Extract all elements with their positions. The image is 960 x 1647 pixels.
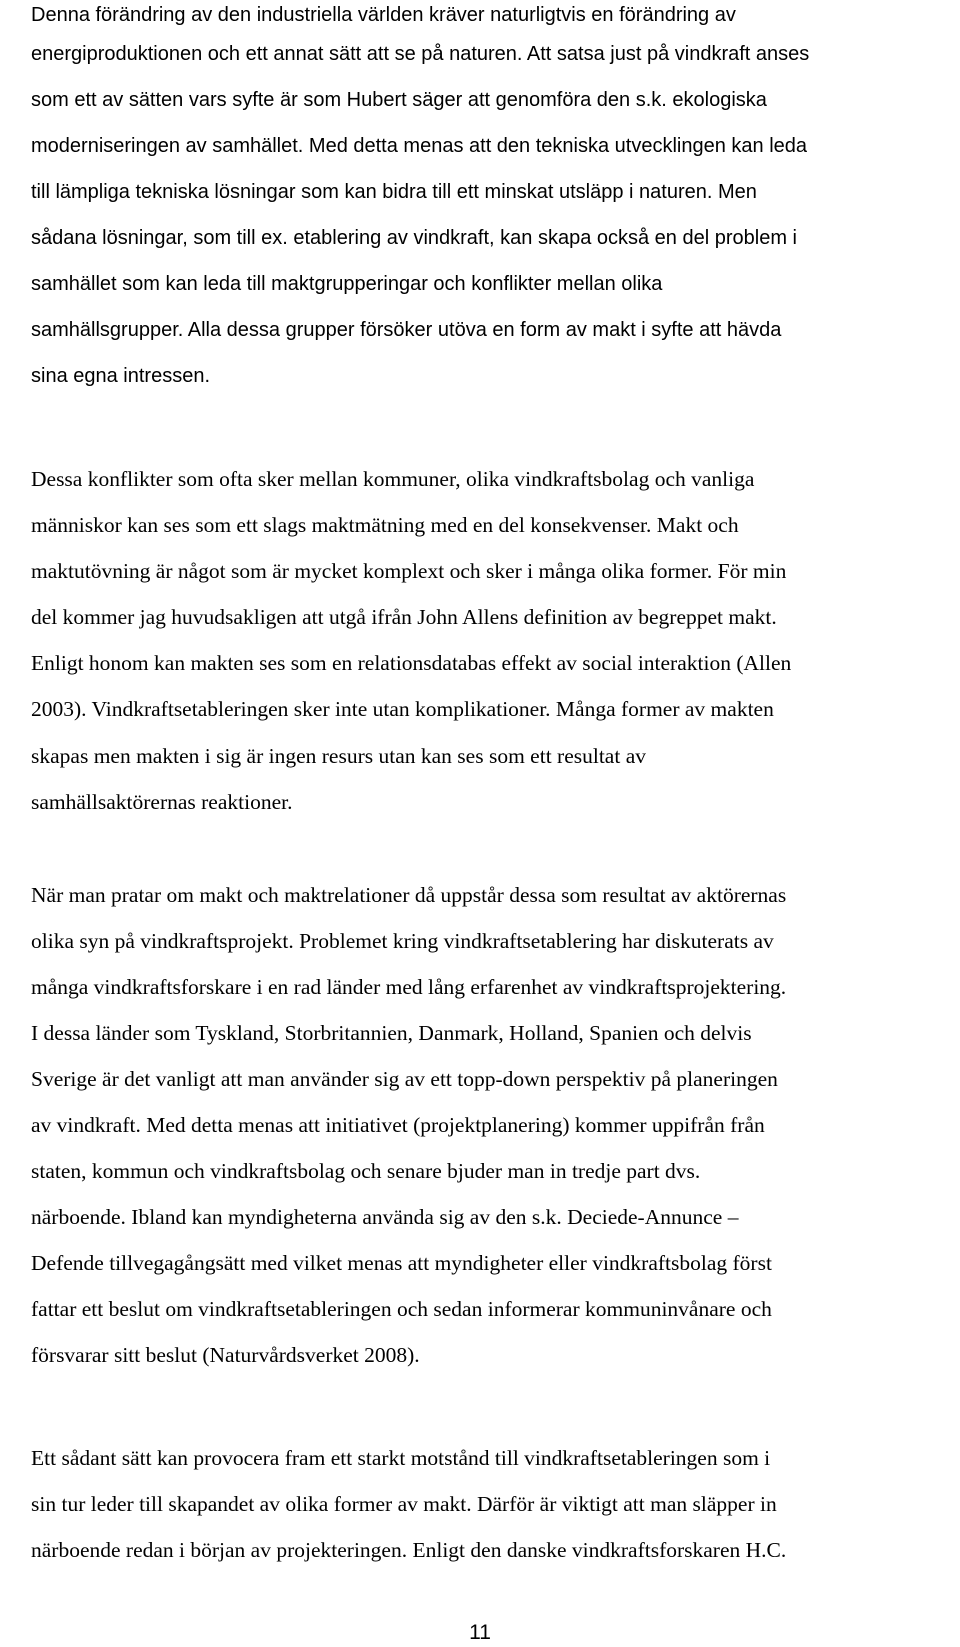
text-line: Ett sådant sätt kan provocera fram ett starkt motstånd till vindkraftsetableringen som i [31, 1446, 771, 1470]
text-line: 2003). Vindkraftsetableringen sker inte utan komplikationer. Många former av makten [31, 697, 774, 721]
page-number: 11 [469, 1621, 491, 1644]
text-line: samhällsaktörernas reaktioner. [31, 790, 293, 814]
text-line: skapas men makten i sig är ingen resurs utan kan ses som ett resultat av [31, 744, 646, 768]
text-line: moderniseringen av samhället. Med detta menas att den tekniska utvecklingen kan leda [31, 135, 808, 157]
text-line: som ett av sätten vars syfte är som Hubert säger att genomföra den s.k. ekologiska [31, 89, 767, 111]
text-line: fattar ett beslut om vindkraftsetableringen och sedan informerar kommuninvånare och [31, 1297, 772, 1321]
text-line: Dessa konflikter som ofta sker mellan kommuner, olika vindkraftsbolag och vanliga [31, 467, 755, 491]
text-line: del kommer jag huvudsakligen att utgå ifrån John Allens definition av begreppet makt. [31, 605, 777, 629]
text-line: till lämpliga tekniska lösningar som kan bidra till ett minskat utsläpp i naturen. Men [31, 181, 757, 203]
text-line: energiproduktionen och ett annat sätt att se på naturen. Att satsa just på vindkraft anses [31, 43, 810, 65]
text-line: maktutövning är något som är mycket komplext och sker i många olika former. För min [31, 559, 787, 583]
text-line: sin tur leder till skapandet av olika former av makt. Därför är viktigt att man släpper in [31, 1492, 777, 1516]
text-line: försvarar sitt beslut (Naturvårdsverket 2008). [31, 1343, 420, 1367]
text-line: närboende. Ibland kan myndigheterna använda sig av den s.k. Deciede-Annunce – [31, 1205, 739, 1229]
text-line: Enligt honom kan makten ses som en relationsdatabas effekt av social interaktion (Allen [31, 651, 792, 675]
text-line: staten, kommun och vindkraftsbolag och senare bjuder man in tredje part dvs. [31, 1159, 701, 1183]
text-line: av vindkraft. Med detta menas att initiativet (projektplanering) kommer uppifrån från [31, 1113, 765, 1137]
text-line: sina egna intressen. [31, 365, 211, 387]
text-line: samhället som kan leda till maktgrupperingar och konflikter mellan olika [31, 273, 663, 295]
text-line: närboende redan i början av projekteringen. Enligt den danske vindkraftsforskaren H.C. [31, 1538, 787, 1562]
text-line: I dessa länder som Tyskland, Storbritannien, Danmark, Holland, Spanien och delvis [31, 1021, 752, 1045]
text-line: många vindkraftsforskare i en rad länder med lång erfarenhet av vindkraftsprojektering. [31, 975, 787, 999]
text-line: människor kan ses som ett slags maktmätning med en del konsekvenser. Makt och [31, 513, 739, 537]
text-line: olika syn på vindkraftsprojekt. Problemet kring vindkraftsetablering har diskuterats av [31, 929, 774, 953]
text-line: samhällsgrupper. Alla dessa grupper försöker utöva en form av makt i syfte att hävda [31, 319, 782, 341]
text-line: Defende tillvegagångsätt med vilket menas att myndigheter eller vindkraftsbolag först [31, 1251, 772, 1275]
text-line: När man pratar om makt och maktrelationer då uppstår dessa som resultat av aktörernas [31, 883, 787, 907]
text-line: sådana lösningar, som till ex. etablering av vindkraft, kan skapa också en del problem i [31, 227, 797, 249]
text-line: Denna förändring av den industriella världen kräver naturligtvis en förändring av [31, 4, 736, 26]
text-line: Sverige är det vanligt att man använder sig av ett topp-down perspektiv på planeringen [31, 1067, 778, 1091]
